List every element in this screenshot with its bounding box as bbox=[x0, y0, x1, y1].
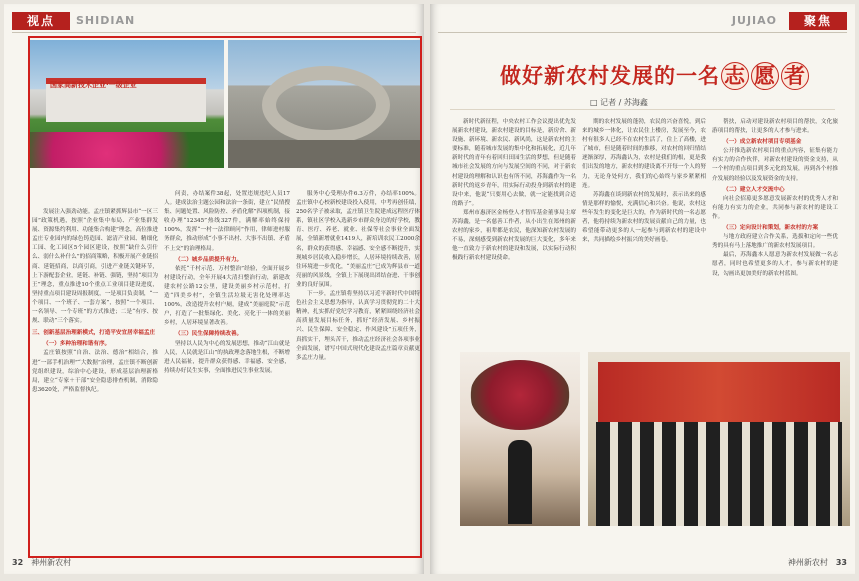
company-sign: 国家高新技术企业·一级企业 bbox=[50, 81, 137, 89]
left-col3-text: 服务中心受理办件6.3万件，办结率100%。孟庄镇中心校新校建设投入使用，中考再创佳绩，250名学子被录取，孟庄镇卫生院建成远程医疗体系，镇社区学校入选新乡市群众身边的好学校，教育、医疗、养老、就业、社保等社会事业全面发展，全镇新增就业1419人，新培训农民工2000余名，群众的获得感、幸福感、安全感不断提升，实现城乡居民收入稳步增长，人居环境持续改善，居住环境进一步优化，“美丽孟庄”已成为辉县市一道亮丽的风景线，全镇上下展现出团结奋进、干事创业的良好氛围。 bbox=[296, 191, 420, 288]
header-divider bbox=[12, 32, 416, 33]
group-photo bbox=[588, 352, 850, 526]
left-sub-2: （二）城乡品质提升有力。 bbox=[175, 256, 243, 263]
left-col1-tail: 孟庄镇按照“自治、法治、德治”相结合，推进“一部手机治理”“大数据”治理，孟庄镇不断创新党组织建设，综治中心建设，形成基层治理新格局，建立“专家＋干部”安全隐患排查机制，消除隐患3620处，严格监督执纪。 bbox=[32, 350, 158, 393]
article-author: □ 记者 / 苏海鑫 bbox=[590, 98, 648, 107]
red-tree bbox=[470, 360, 570, 430]
title-text: 做好新农村发展的一名 bbox=[500, 63, 720, 88]
section-tag-en: SHIDIAN bbox=[76, 14, 136, 27]
header-divider bbox=[438, 32, 847, 33]
right-col3-text: 帮扶，启动对建设新农村项目的帮扶，文化旅游项目的帮扶，让更多的人才参与进来。 bbox=[712, 119, 838, 135]
left-page bbox=[4, 4, 424, 574]
right-sub-2: （二）建立人才交流中心 bbox=[723, 186, 785, 193]
right-col3-p1: 公开推选新农村项目的重点内容，征集有能力有实力的合作伙伴，对新农村建设的资金支持，从一个村的重点项目到多元化的发展，再到各个村推介发展的经验以及发展资金的支持。 bbox=[712, 148, 838, 182]
portrait-photo bbox=[460, 352, 580, 526]
section-tag: 聚焦 bbox=[789, 12, 847, 30]
right-col2-tail: 苏海鑫在谈到新农村的发展时，表示出来的感情是那样的愉悦，充满信心和兴奋。他说，农村这些年发生的变化是巨大的，作为新时代的一名志愿者，他将持续为新农村的发展贡献自己的力量，也希望能带动更多的人一起参与到新农村的建设中来，共同描绘乡村振兴的美好画卷。 bbox=[582, 191, 706, 244]
person-figure bbox=[508, 440, 532, 524]
left-page-number: 32 bbox=[12, 558, 24, 567]
section-tag-en: JUJIAO bbox=[731, 14, 777, 27]
right-col3-p3: 与地方政府建立合作关系，选拔和定向一些优秀的具有马上落地推广的新农村发展项目。 bbox=[712, 234, 838, 250]
group-figures bbox=[596, 422, 842, 526]
title-char-3: 者 bbox=[781, 62, 809, 90]
right-magazine-name: 神州新农村 bbox=[787, 558, 828, 567]
title-rule bbox=[450, 109, 835, 110]
right-sub-3: （三）定向设计和策划，新农村的方案 bbox=[723, 225, 819, 232]
right-col3-p2: 向社会招募更多愿意发展新农村的优秀人才和有能力有实力的企业，共同参与新农村的建设工作。 bbox=[712, 195, 838, 220]
right-column-2 bbox=[582, 118, 706, 344]
left-heading-3: 三、创新基层治理新模式，打造平安宜居幸福孟庄 bbox=[32, 330, 156, 337]
title-char-2: 愿 bbox=[751, 62, 779, 90]
red-banner bbox=[598, 362, 840, 422]
article-title bbox=[500, 60, 806, 90]
section-tag: 视点 bbox=[12, 12, 70, 30]
highlight-frame bbox=[28, 36, 422, 558]
title-char-1: 志 bbox=[721, 62, 749, 90]
right-footer bbox=[780, 557, 847, 568]
right-col3-p4: 最后，苏海鑫本人愿意为新农村发展做一名志愿者，同时也希望更多的人才，参与新农村的建设，勾画出更加美好的新农村蓝图。 bbox=[712, 252, 838, 277]
right-sub-1: （一）成立新农村项目专项基金 bbox=[723, 139, 802, 146]
left-col3-tail: 下一步，孟庄镇将坚持以习近平新时代中国特色社会主义思想为指导，认真学习贯彻党的二十大精神，扎实抓好党纪学习教育，紧紧围绕经济社会高质量发展目标任务，抓好“经济发展、乡村振兴、民生保障、安全稳定、作风建设”五项任务，真抓实干，埋头苦干，推动孟庄经济社会各项事业全面发展，谱写中国式现代化建设孟庄篇章贡献更多孟庄力量。 bbox=[296, 291, 420, 361]
left-col2-mid: 依托“千村示范、万村整治”经验，全面开展乡村建设行动，全年开展4大清扫整治行动，新建改建农村公路12公里，建设美丽乡村示范村，打造“四美乡村”，全镇生活垃圾无害化处理率达100%，改造提升农村户厕，建成“美丽庭院”示范户，打造了一批集绿化、美化、亮化于一体的美丽乡村，人居环境显著改善。 bbox=[164, 265, 290, 327]
left-col2-text: 问责，办结案件38起，处置违规违纪人员17人。建成法治主题公园和法治一条街，建立“民情搜集、问题处置、风险防控、矛盾化解”四项机制，接收办理“12345”热线327件，满解率始终保持100%，发挥“一村一法律顾问”作用，律师进村服务群众，推动形成“小事不出村、大事不出镇、矛盾不上交”的治理格局。 bbox=[164, 191, 290, 252]
right-col2-text: 期的农村发展的蓬勃，农民的兴奋喜悦，到后来的城乡一体化，让农民住上楼房，发展至今，农村有很多人已经不在农村生活了，住上了高楼，进了城市，但是随着时间的推移，对农村的回归情结逐渐深厚，苏海鑫认为，农村是我们的根，更是我们出发的地方，新农村的建设离不开每一个人的努力，无论身处何方，我们的心始终与家乡紧紧相连。 bbox=[582, 119, 706, 189]
left-col2-tail: 坚持以人民为中心的发展思想，推动“江山就是人民，人民就是江山”的执政理念落地生根，不断增进人民福祉，提升群众获得感、幸福感、安全感，持续办好民生实事，全面推进民生事业发展。 bbox=[164, 340, 290, 374]
right-col1-tail: 郑州市惠济区金杨登人才智库基金董事局主席苏海鑫，是一名慈善工作者，从小出生在郑州的新农村的家乡，祖辈都是农民，他深知新农村发展的不易，深刻感受到新农村发展的巨大变化，多年来他一直致力于新农村的建设和发展，以实际行动积极践行新农村建设使命。 bbox=[452, 209, 576, 262]
left-sub-1: （一）多种治理和谐有序。 bbox=[43, 341, 111, 348]
right-header bbox=[430, 10, 855, 32]
left-header bbox=[4, 10, 424, 32]
left-footer bbox=[12, 557, 71, 568]
right-page-number: 33 bbox=[835, 558, 847, 567]
right-col1-text: 新时代新征程，中央农村工作会议提出优先发展新农村建设，新农村建设的目标是，新房舍、新设施、新环境、新农民、新风尚，这是新农村的主要标准，随着城市发展的集中化和拓展化，近几年新时代的青年有着回归田园生活的梦想，但是随着城市社会发展的方向与发展空间的不同，对于新农村建设的理解和认识也有所不同，苏海鑫作为一名新时代的返乡青年，用实际行动投身到新农村的建设中来，他说“只要用心去做，就一定能找到合适的路子”。 bbox=[452, 119, 576, 207]
right-page bbox=[430, 4, 855, 574]
right-column-3 bbox=[712, 118, 838, 344]
left-magazine-name: 神州新农村 bbox=[31, 558, 72, 567]
left-sub-3: （三）民生保障持续改善。 bbox=[175, 331, 243, 338]
right-column-1 bbox=[452, 118, 576, 344]
left-col1-text: 发展注入强劲动能。孟庄镇紧抓辉县市“一区三园”政策机遇，按照“企业集中布局、产业集群发展、资源集约利用、功能集合构建”理念，高位推进孟庄专业园内的绿色铸造园、滤清产业园、精细化工园、化工园区5个园区建设，按照“缺什么引什么、弱什么补什么”的招商策略，积极开展产业链招商、延链招商，以商引商，引进产业链关键环节，上下游配套企业，延链、补链、强链，坚持“项目为王”理念，重点推进10个重点工业项目建设进度，坚持重点项目建设周报制度，一是项目负责制，“一个项目、一个班子、一套方案”，按照“一个项目、一名领导、一个专班”的方式推进；二是“有序、按规、联动”三个落实。 bbox=[32, 209, 158, 325]
